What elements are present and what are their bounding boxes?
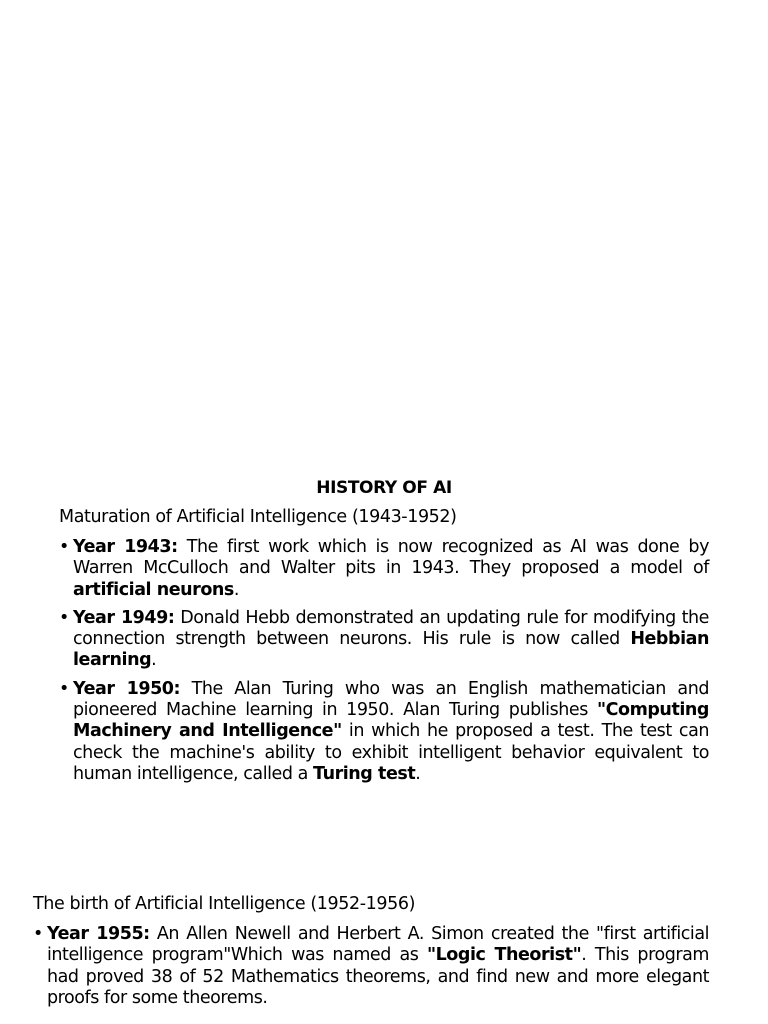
item-text-tail: . This program had proved 38 of 52 Mathematics theorems, and find new and more elegant proofs for some theorems. [47, 945, 709, 1008]
key-term: "Logic Theorist" [426, 945, 582, 966]
key-term: artificial neurons [73, 579, 234, 600]
section-heading-maturation: Maturation of Artificial Intelligence (1943-1952) [59, 507, 457, 527]
year-label: Year 1943: [73, 537, 178, 557]
list-item-1943 [73, 537, 709, 601]
maturation-bullet-list [73, 537, 709, 785]
year-label: Year 1955: [47, 924, 150, 944]
list-item-1950 [73, 679, 709, 785]
section-heading-birth: The birth of Artificial Intelligence (1952-1956) [33, 894, 415, 914]
year-label: Year 1949: [73, 607, 175, 628]
item-text-tail-2: . [415, 763, 421, 784]
item-text: An Allen Newell and Herbert A. Simon created the "first artificial intelligence program"Which was named as [47, 924, 710, 966]
item-text-tail: . [151, 650, 157, 671]
birth-bullet-list [47, 924, 709, 1009]
key-term: Hebbian learning [73, 629, 709, 671]
item-text-tail: in which he proposed a test. The test can check the machine's ability to exhibit intelligent behavior equivalent to human intelligence, called a [73, 721, 709, 784]
item-text: The Alan Turing who was an English mathematician and pioneered Machine learning in 1950. Alan Turing publishes [73, 678, 709, 721]
list-item-1955 [47, 924, 709, 1009]
year-label: Year 1950: [73, 678, 181, 699]
key-term: "Computing Machinery and Intelligence" [73, 700, 709, 742]
page-title: HISTORY OF AI [316, 478, 452, 498]
item-text: Donald Hebb demonstrated an updating rule for modifying the connection strength between neurons. His rule is now called [73, 607, 709, 650]
item-text-tail: . [233, 579, 240, 600]
key-term-2: Turing test [313, 763, 416, 784]
item-text: The first work which is now recognized as AI was done by Warren McCulloch and Walter pits in 1943. They proposed a model of [73, 537, 709, 579]
list-item-1949 [73, 608, 709, 672]
